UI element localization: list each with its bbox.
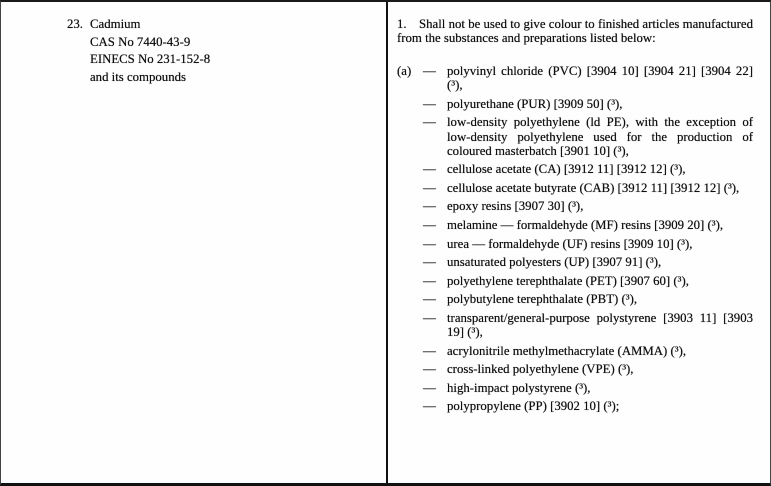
restriction-cell bbox=[388, 2, 770, 483]
item-text: polyethylene terephthalate (PET) [3907 60] (³), bbox=[447, 273, 689, 288]
list-item bbox=[397, 237, 753, 251]
einecs-number: EINECS No 231-152-8 bbox=[90, 52, 211, 67]
list-item bbox=[397, 399, 753, 413]
dash-marker: — bbox=[423, 180, 436, 195]
item-text: unsaturated polyesters (UP) [3907 91] (³), bbox=[447, 255, 662, 270]
dash-marker: — bbox=[423, 362, 436, 377]
item-text: epoxy resins [3907 30] (³), bbox=[447, 199, 584, 214]
dash-marker: — bbox=[423, 162, 436, 177]
substance-cell bbox=[1, 2, 388, 483]
dash-marker: — bbox=[423, 380, 436, 395]
item-text: cross-linked polyethylene (VPE) (³), bbox=[447, 362, 634, 377]
dash-marker: — bbox=[423, 96, 436, 111]
list-item bbox=[397, 362, 753, 376]
dash-marker: — bbox=[423, 311, 436, 325]
list-item bbox=[397, 97, 753, 111]
item-text: cellulose acetate (CA) [3912 11] [3912 12] (³), bbox=[447, 162, 686, 177]
list-item bbox=[397, 199, 753, 213]
dash-marker: — bbox=[423, 236, 436, 251]
cas-number: CAS No 7440-43-9 bbox=[90, 34, 191, 49]
dash-marker: — bbox=[423, 115, 436, 130]
list-item bbox=[397, 64, 753, 92]
list-item bbox=[397, 115, 753, 157]
list-item bbox=[397, 311, 753, 339]
paragraph-number: 1. bbox=[397, 17, 407, 31]
item-text: polyurethane (PUR) [3909 50] (³), bbox=[447, 96, 623, 111]
restriction-paragraph bbox=[397, 17, 753, 45]
dash-marker: — bbox=[423, 292, 436, 307]
dash-marker: — bbox=[423, 218, 436, 233]
list-item bbox=[397, 344, 753, 358]
list-item bbox=[397, 381, 753, 395]
list-item bbox=[397, 255, 753, 269]
item-text: urea — formaldehyde (UF) resins [3909 10] (³), bbox=[447, 236, 693, 251]
item-text: transparent/general-purpose polystyrene [3903 11] [3903 19] (³), bbox=[447, 311, 753, 340]
substance-list bbox=[397, 64, 753, 413]
dash-marker: — bbox=[423, 273, 436, 288]
item-text: acrylonitrile methylmethacrylate (AMMA) (³), bbox=[447, 343, 687, 358]
substance-details bbox=[90, 16, 362, 86]
item-text: polyvinyl chloride (PVC) [3904 10] [3904 21] [3904 22] (³), bbox=[447, 64, 753, 93]
compounds-note: and its compounds bbox=[90, 69, 186, 84]
dash-marker: — bbox=[423, 199, 436, 214]
list-item bbox=[397, 218, 753, 232]
paragraph-text: Shall not be used to give colour to finished articles manufactured from the substances and preparations listed below: bbox=[397, 17, 753, 46]
list-item bbox=[397, 274, 753, 288]
list-item bbox=[397, 162, 753, 176]
item-text: melamine — formaldehyde (MF) resins [3909 20] (³), bbox=[447, 218, 724, 233]
list-item bbox=[397, 292, 753, 306]
dash-marker: — bbox=[423, 399, 436, 414]
list-label: (a) bbox=[397, 64, 412, 79]
item-text: polypropylene (PP) [3902 10] (³); bbox=[447, 399, 620, 414]
substance-name: Cadmium bbox=[90, 17, 141, 31]
entry-number: 23. bbox=[67, 17, 83, 31]
item-text: cellulose acetate butyrate (CAB) [3912 11] [3912 12] (³), bbox=[447, 180, 740, 195]
dash-marker: — bbox=[423, 343, 436, 358]
substance-entry bbox=[67, 16, 362, 86]
item-text: polybutylene terephthalate (PBT) (³), bbox=[447, 292, 638, 307]
dash-marker: — bbox=[423, 255, 436, 270]
list-item bbox=[397, 181, 753, 195]
dash-marker: — bbox=[423, 64, 436, 79]
item-text: low-density polyethylene (ld PE), with the exception of low-density polyethylene used for the production of coloured masterbatch [3901 10] (³), bbox=[447, 115, 753, 158]
item-text: high-impact polystyrene (³), bbox=[447, 380, 591, 395]
